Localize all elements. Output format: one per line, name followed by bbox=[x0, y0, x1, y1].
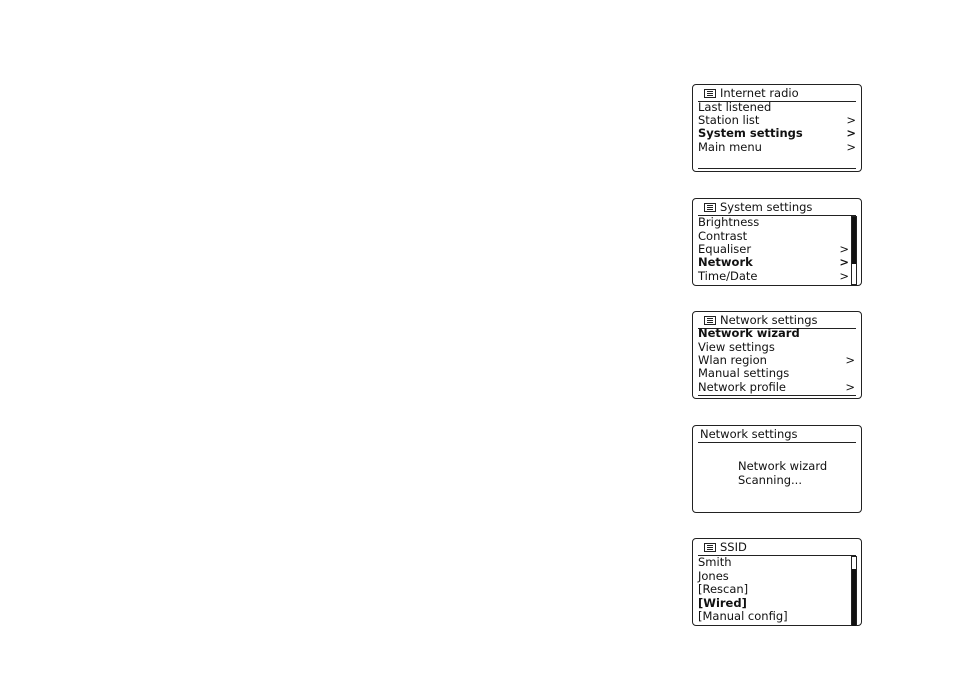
chevron-right-icon: > bbox=[845, 380, 855, 394]
menu-item-station-list[interactable]: Station list bbox=[698, 113, 760, 127]
bottom-divider bbox=[698, 168, 856, 169]
menu-item-brightness[interactable]: Brightness bbox=[698, 215, 760, 229]
wired-option[interactable]: [Wired] bbox=[698, 596, 747, 610]
menu-item-system-settings[interactable]: System settings bbox=[698, 126, 803, 140]
rescan-option[interactable]: [Rescan] bbox=[698, 582, 749, 596]
ssid-item[interactable]: Smith bbox=[698, 555, 732, 569]
screen-title: Network settings bbox=[720, 313, 818, 327]
menu-list-icon bbox=[704, 316, 716, 325]
screen-title: SSID bbox=[720, 540, 747, 554]
screen-header bbox=[698, 428, 856, 443]
list-icon bbox=[704, 543, 716, 552]
screen-header bbox=[698, 541, 856, 556]
menu-item-network-wizard[interactable]: Network wizard bbox=[698, 326, 800, 340]
scrollbar-thumb[interactable] bbox=[852, 217, 856, 264]
menu-item-wlan-region[interactable]: Wlan region bbox=[698, 353, 767, 367]
screen-title: Network settings bbox=[700, 427, 798, 441]
lcd-screen-internet-radio bbox=[692, 84, 862, 172]
scrollbar[interactable] bbox=[851, 216, 857, 285]
chevron-right-icon: > bbox=[845, 353, 855, 367]
menu-item-time-date[interactable]: Time/Date bbox=[698, 269, 758, 283]
wizard-message: Network wizard bbox=[738, 459, 828, 473]
screen-title: Internet radio bbox=[720, 86, 799, 100]
menu-item-equaliser[interactable]: Equaliser bbox=[698, 242, 752, 256]
scanning-status: Scanning... bbox=[738, 473, 802, 487]
menu-list-icon bbox=[704, 89, 716, 98]
menu-item-last-listened[interactable]: Last listened bbox=[698, 100, 772, 114]
menu-item-main-menu[interactable]: Main menu bbox=[698, 140, 762, 154]
menu-item-contrast[interactable]: Contrast bbox=[698, 229, 748, 243]
ssid-item[interactable]: Jones bbox=[698, 569, 729, 583]
screen-header bbox=[698, 201, 856, 216]
menu-item-network[interactable]: Network bbox=[698, 255, 753, 269]
chevron-right-icon: > bbox=[839, 255, 849, 269]
menu-item-network-profile[interactable]: Network profile bbox=[698, 380, 786, 394]
chevron-right-icon: > bbox=[846, 140, 856, 154]
lcd-screen-network-settings bbox=[692, 311, 862, 399]
menu-item-manual-settings[interactable]: Manual settings bbox=[698, 366, 790, 380]
lcd-screen-system-settings bbox=[692, 198, 862, 286]
manual-config-option[interactable]: [Manual config] bbox=[698, 609, 788, 623]
menu-list-icon bbox=[704, 203, 716, 212]
chevron-right-icon: > bbox=[839, 242, 849, 256]
scrollbar[interactable] bbox=[851, 556, 857, 625]
chevron-right-icon: > bbox=[846, 113, 856, 127]
scrollbar-thumb[interactable] bbox=[852, 569, 856, 626]
bottom-divider bbox=[698, 395, 856, 396]
screen-title: System settings bbox=[720, 200, 813, 214]
lcd-screen-ssid bbox=[692, 538, 862, 626]
menu-item-view-settings[interactable]: View settings bbox=[698, 340, 775, 354]
chevron-right-icon: > bbox=[846, 126, 856, 140]
chevron-right-icon: > bbox=[839, 269, 849, 283]
lcd-screen-network-wizard-scanning bbox=[692, 425, 862, 513]
